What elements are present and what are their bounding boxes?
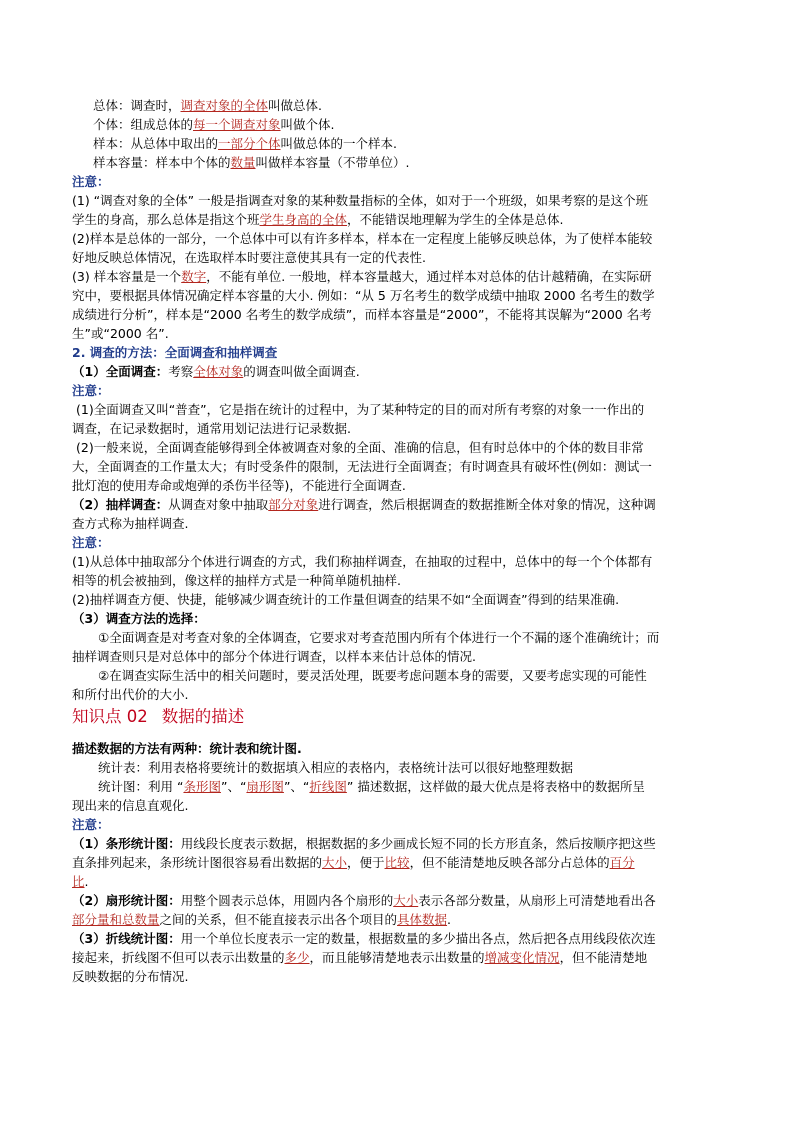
bar-chart-line: 比. bbox=[72, 874, 89, 889]
note-line: (1) “调查对象的全体” 一般是指调查对象的某种数量指标的全体，如对于一个班级，如果考察的是这个班 bbox=[72, 193, 649, 208]
highlight-term: 部分量和总数量 bbox=[72, 912, 160, 927]
highlight-term: 一部分个体 bbox=[218, 136, 281, 151]
method-choice-line: ②在调查实际生活中的相关问题时，要灵活处理，既要考虑问题本身的需要，又要考虑实现的可能性 bbox=[98, 668, 647, 683]
highlight-term: 折线图 bbox=[309, 779, 347, 794]
highlight-term: 数字 bbox=[181, 269, 207, 284]
note-line: 学生的身高，那么总体是指这个班学生身高的全体，不能错误地理解为学生的全体是总体. bbox=[72, 212, 564, 227]
note-line: (2)抽样调查方便、快捷，能够减少调查统计的工作量但调查的结果不如“全面调查”得到的结果准确. bbox=[72, 592, 620, 607]
stat-chart-continued: 现出来的信息直观化. bbox=[72, 798, 189, 813]
definition-individual: 个体：组成总体的每一个调查对象叫做个体. bbox=[93, 117, 335, 132]
highlight-term: 百分 bbox=[609, 855, 635, 870]
highlight-term: 学生身高的全体 bbox=[259, 212, 348, 227]
note-label: 注意： bbox=[72, 535, 110, 550]
note-label: 注意： bbox=[72, 174, 110, 189]
highlight-term: 具体数据 bbox=[397, 912, 448, 927]
note-line: (2)样本是总体的一部分，一个总体中可以有许多样本，样本在一定程度上能够反映总体，为了使样本能较 bbox=[72, 231, 653, 246]
note-line: (3) 样本容量是一个数字，不能有单位. 一般地，样本容量越大，通过样本对总体的估计越精确，在实际研 bbox=[72, 269, 652, 284]
stat-table-line: 统计表：利用表格将要统计的数据填入相应的表格内，表格统计法可以很好地整理数据 bbox=[98, 760, 574, 775]
method-choice-line: ①全面调查是对考查对象的全体调查，它要求对考查范围内所有个体进行一个不漏的逐个准确统计；而 bbox=[98, 630, 660, 645]
note-line: (1)全面调查又叫“普查”，它是指在统计的过程中，为了某种特定的目的而对所有考察的对象一一作出的 bbox=[76, 402, 645, 417]
highlight-term: 每一个调查对象 bbox=[193, 117, 281, 132]
method-choice-line: 和所付出代价的大小. bbox=[72, 687, 189, 702]
sample-survey-continued: 查方式称为抽样调查. bbox=[72, 516, 189, 531]
bar-chart-line: （1）条形统计图：用线段长度表示数据，根据数据的多少画成长短不同的长方形直条，然后按顺序把这些 bbox=[72, 836, 656, 851]
line-chart-line: 接起来，折线图不但可以表示出数量的多少，而且能够清楚地表示出数量的增减变化情况，但不能清楚地 bbox=[72, 950, 648, 965]
note-label: 注意： bbox=[72, 817, 110, 832]
highlight-term: 大小 bbox=[393, 893, 419, 908]
full-survey-definition: （1）全面调查：考察全体对象的调查叫做全面调查. bbox=[72, 364, 360, 379]
bar-chart-line: 直条排列起来，条形统计图很容易看出数据的大小，便于比较，但不能清楚地反映各部分占总体的百分 bbox=[72, 855, 635, 870]
highlight-term: 条形图 bbox=[183, 779, 221, 794]
highlight-term: 增减变化情况 bbox=[484, 950, 560, 965]
note-line: 调查，在记录数据时，通常用划记法进行记录数据. bbox=[72, 421, 351, 436]
definition-population: 总体：调查时，调查对象的全体叫做总体. bbox=[93, 98, 323, 113]
note-label: 注意： bbox=[72, 383, 110, 398]
highlight-term: 比较 bbox=[384, 855, 410, 870]
note-line: 相等的机会被抽到，像这样的抽样方式是一种简单随机抽样. bbox=[72, 573, 401, 588]
highlight-term: 全体对象 bbox=[193, 364, 244, 379]
section-title bbox=[72, 705, 724, 729]
sample-survey-definition: （2）抽样调查：从调查对象中抽取部分对象进行调查，然后根据调查的数据推断全体对象的情况，这种调 bbox=[72, 497, 656, 512]
note-line: 究中，要根据具体情况确定样本容量的大小. 例如：“从 5 万名考生的数学成绩中抽取 2000 名考生的数学 bbox=[72, 288, 655, 303]
definition-sample: 样本：从总体中取出的一部分个体叫做总体的一个样本. bbox=[93, 136, 398, 151]
note-line: (1)从总体中抽取部分个体进行调查的方式，我们称抽样调查，在抽取的过程中，总体中的每一个个体都有 bbox=[72, 554, 653, 569]
stat-chart-line: 统计图：利用 “条形图”、“扇形图”、“折线图” 描述数据，这样做的最大优点是将表格中的数据所呈 bbox=[98, 779, 645, 794]
document-page bbox=[72, 96, 724, 986]
highlight-term: 比 bbox=[72, 874, 85, 889]
note-line: (2)一般来说，全面调查能够得到全体被调查对象的全面、准确的信息，但有时总体中的个体的数目非常 bbox=[76, 440, 644, 455]
methods-heading: 2. 调查的方法：全面调查和抽样调查 bbox=[72, 345, 278, 360]
method-choice-heading: （3）调查方法的选择： bbox=[72, 611, 206, 626]
highlight-term: 扇形图 bbox=[246, 779, 284, 794]
line-chart-line: 反映数据的分布情况. bbox=[72, 969, 189, 984]
describe-heading: 描述数据的方法有两种：统计表和统计图. bbox=[72, 741, 302, 756]
pie-chart-line: 部分量和总数量之间的关系，但不能直接表示出各个项目的具体数据. bbox=[72, 912, 452, 927]
pie-chart-line: （2）扇形统计图：用整个圆表示总体，用圆内各个扇形的大小表示各部分数量，从扇形上可清楚地看出各 bbox=[72, 893, 656, 908]
section-number: 知识点 02 bbox=[72, 707, 148, 726]
note-line: 大，全面调查的工作量太大；有时受条件的限制，无法进行全面调查；有时调查具有破坏性(例如：测试一 bbox=[72, 459, 652, 474]
definition-sample-size: 样本容量：样本中个体的数量叫做样本容量（不带单位）. bbox=[93, 155, 410, 170]
highlight-term: 调查对象的全体 bbox=[180, 98, 269, 113]
highlight-term: 大小 bbox=[322, 855, 348, 870]
section-name: 数据的描述 bbox=[161, 707, 245, 726]
highlight-term: 数量 bbox=[230, 155, 256, 170]
note-line: 批灯泡的使用寿命或炮弹的杀伤半径等)，不能进行全面调查. bbox=[72, 478, 406, 493]
line-chart-line: （3）折线统计图：用一个单位长度表示一定的数量，根据数量的多少描出各点，然后把各点用线段依次连 bbox=[72, 931, 656, 946]
highlight-term: 部分对象 bbox=[268, 497, 319, 512]
note-line: 好地反映总体情况，在选取样本时要注意使其具有一定的代表性. bbox=[72, 250, 426, 265]
highlight-term: 多少 bbox=[284, 950, 310, 965]
note-line: 生”或“2000 名”. bbox=[72, 326, 169, 341]
note-line: 成绩进行分析”，样本是“2000 名考生的数学成绩”，而样本容量是“2000”，不能将其误解为“2000 名考 bbox=[72, 307, 652, 322]
method-choice-line: 抽样调查则只是对总体中的部分个体进行调查，以样本来估计总体的情况. bbox=[72, 649, 476, 664]
